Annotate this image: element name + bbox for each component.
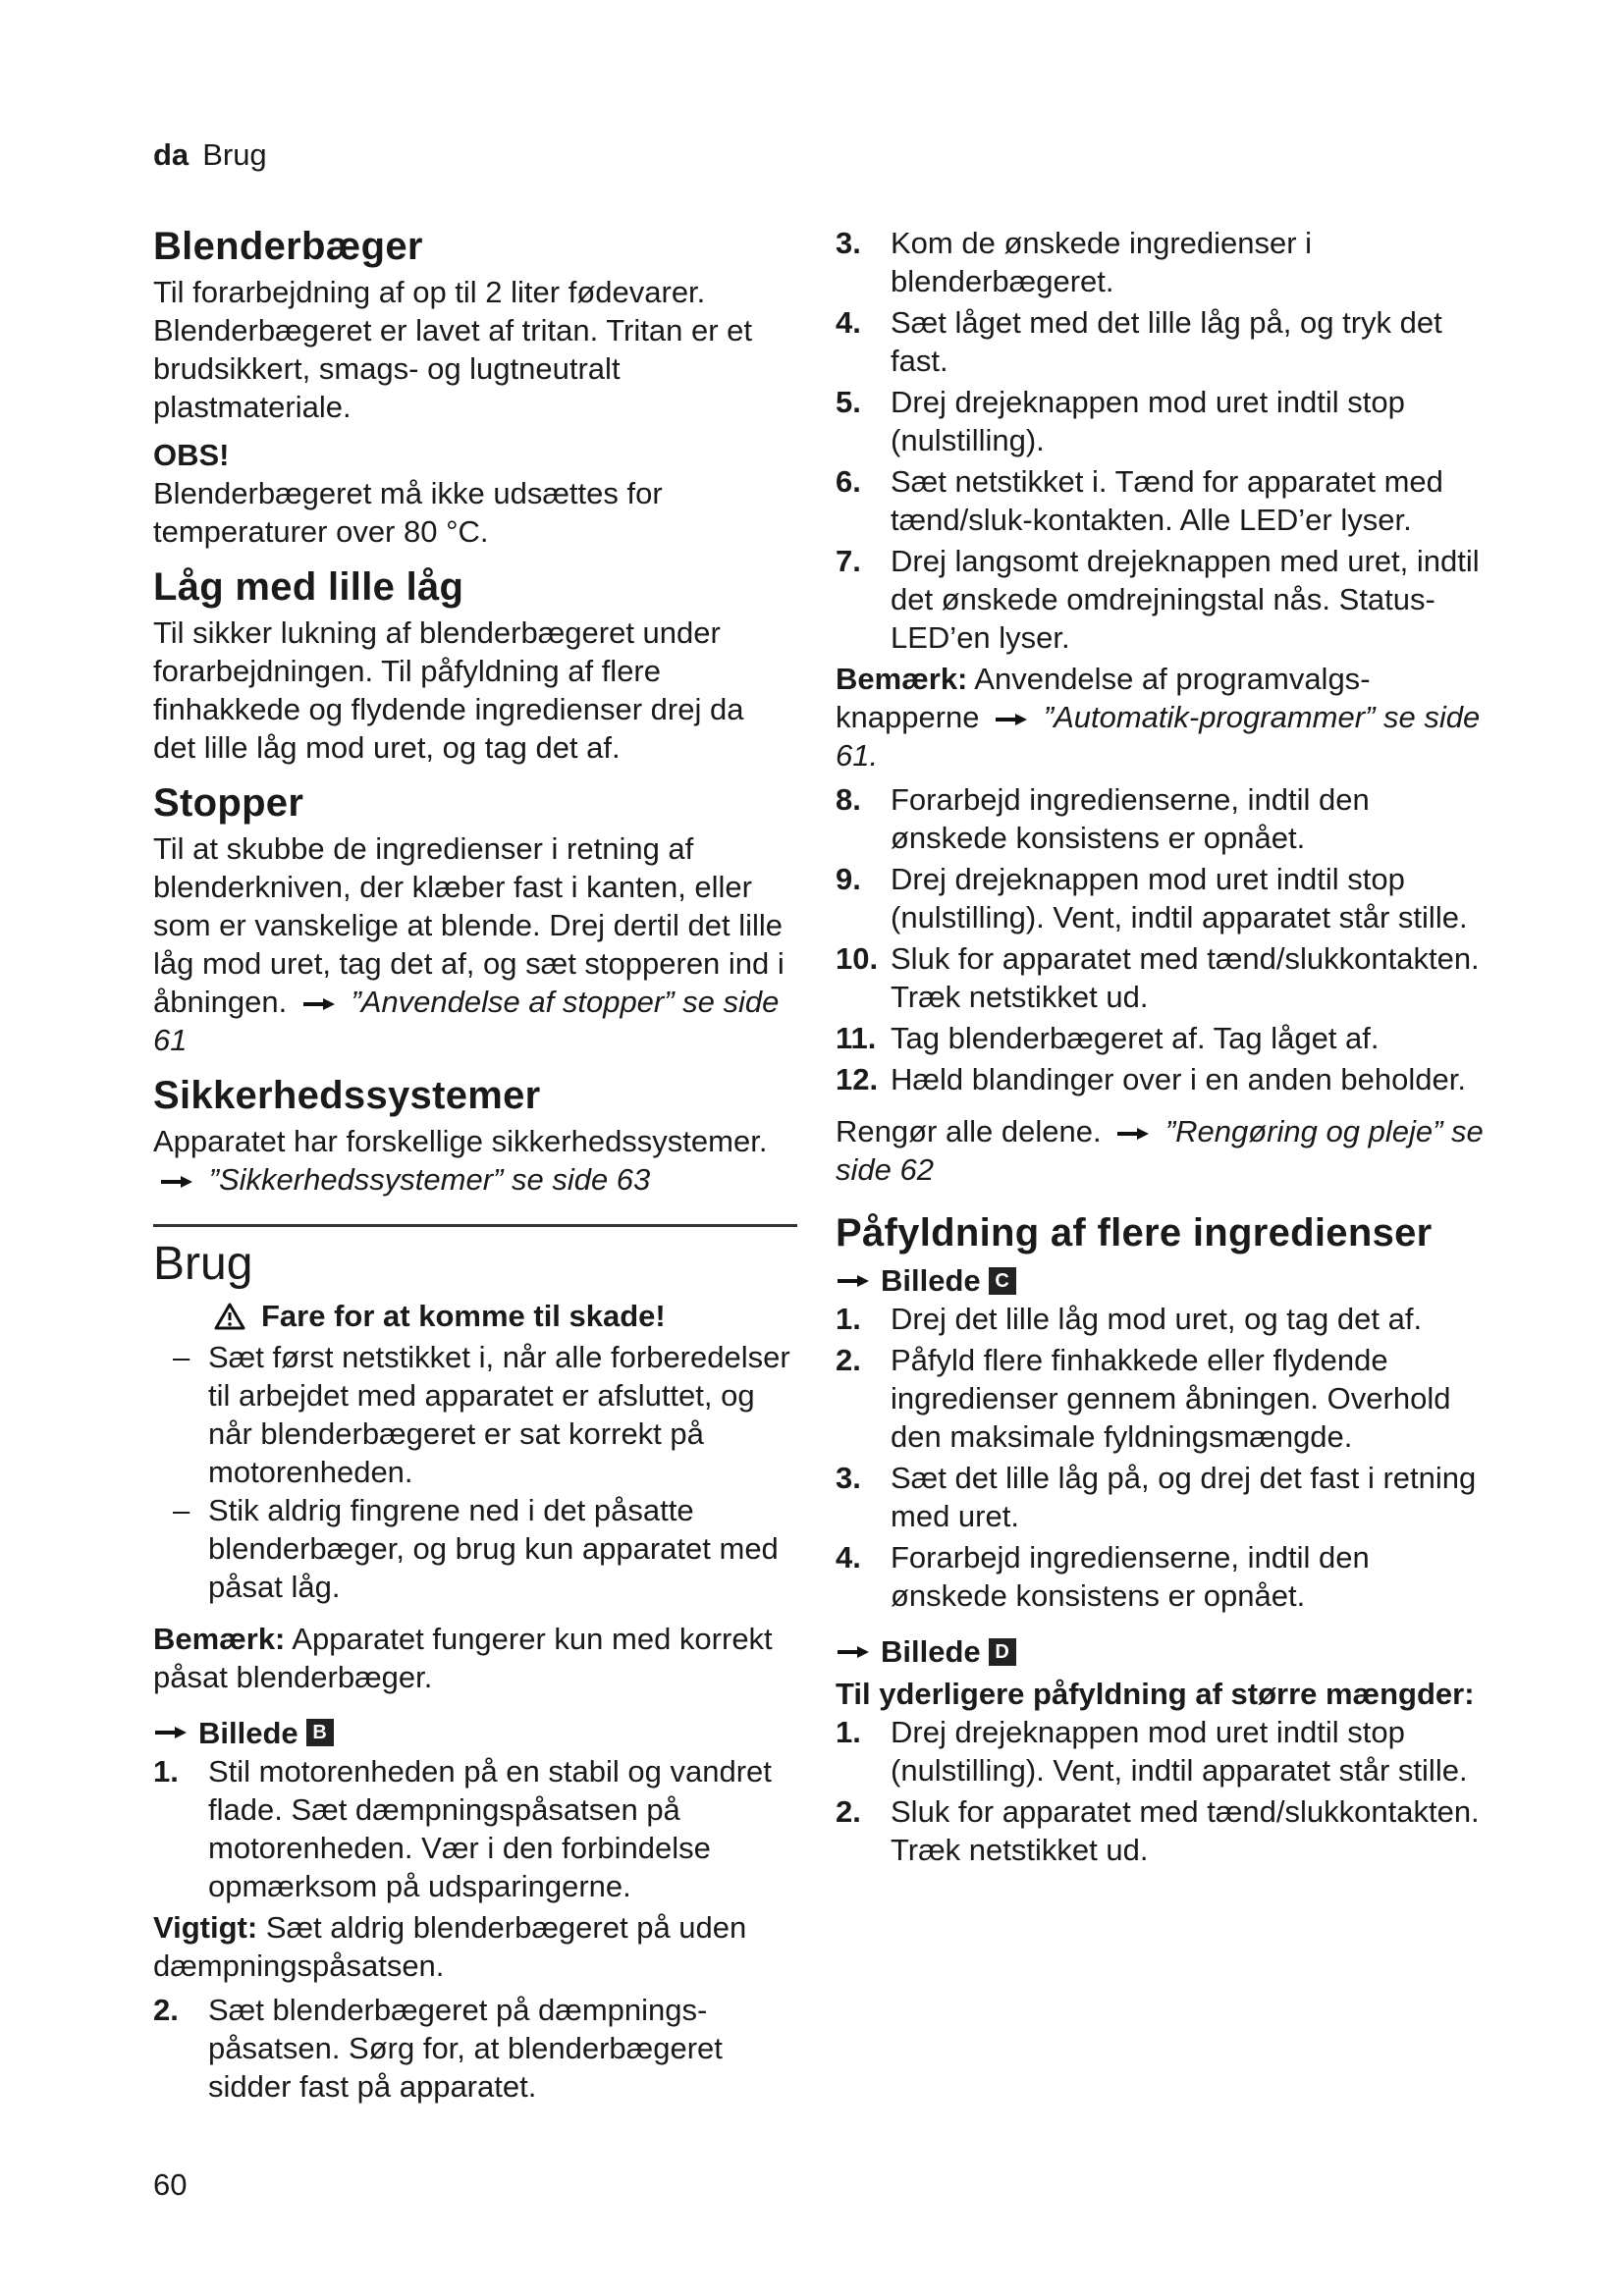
list-item: 2. Sluk for apparatet med tænd/slukkontakten. Træk netstikket ud. — [836, 1794, 1480, 1867]
important-label: Vigtigt: — [153, 1909, 258, 1945]
heading-blender: Blenderbæger — [153, 225, 423, 268]
subheading-more: Til yderligere påfyldning af større mængder: — [836, 1677, 1475, 1711]
list-item: 11. Tag blenderbægeret af. Tag låget af. — [836, 1021, 1380, 1055]
heading-fill: Påfyldning af flere ingredienser — [836, 1211, 1433, 1255]
arrow-right-icon — [836, 1273, 871, 1289]
steps-list-2 — [153, 1991, 791, 2106]
steps-list-c — [836, 1300, 1484, 1615]
blender-text: Til forarbejdning af op til 2 liter fødevarer. Blenderbægeret er lavet af tritan. Tritan er et brudsikkert, smags- og lugtneutralt plastmateriale. — [153, 275, 752, 424]
stopper-reference-link[interactable]: ”Anvendelse af stopper” se side 61 — [153, 985, 780, 1057]
warning-list — [153, 1338, 791, 1606]
list-item: 12. Hæld blandinger over i en anden beholder. — [836, 1062, 1466, 1096]
lid-text: Til sikker lukning af blenderbægeret under forarbejdningen. Til påfyldning af flere finhakkede og flydende ingredienser drej da det lille låg mod uret, og tag det af. — [153, 615, 744, 765]
arrow-right-icon — [994, 712, 1029, 727]
list-item: – Sæt først netstikket i, når alle forberedelser til arbejdet med apparatet er afsluttet, og når blenderbægeret er sat korrekt på motorenheden. — [173, 1339, 790, 1489]
arrow-right-icon — [159, 1174, 194, 1190]
heading-stopper: Stopper — [153, 781, 304, 825]
arrow-right-icon — [153, 1725, 189, 1740]
important-text: Sæt aldrig blenderbægeret på uden dæmpningspåsatsen. — [153, 1909, 747, 1983]
note-label: Bemærk: — [153, 1621, 286, 1656]
note-text: Apparatet fungerer kun med korrekt påsat blenderbæger. — [153, 1621, 773, 1694]
list-item: – Stik aldrig fingrene ned i det påsatte blenderbæger, og brug kun apparatet med påsat låg. — [173, 1492, 779, 1604]
figure-letter-badge: D — [989, 1638, 1016, 1666]
steps-list-1 — [153, 1752, 791, 1905]
heading-brug: Brug — [153, 1238, 253, 1290]
list-item: 9. Drej drejeknappen mod uret indtil stop (nulstilling). Vent, indtil apparatet står stille. — [836, 862, 1468, 934]
clean-text: Rengør alle delene. — [836, 1114, 1102, 1148]
list-item: 1. Drej det lille låg mod uret, og tag det af. — [836, 1302, 1423, 1336]
list-item: 4. Forarbejd ingredienserne, indtil den ønskede konsistens er opnået. — [836, 1540, 1370, 1613]
arrow-right-icon — [1115, 1126, 1151, 1142]
language-code: da — [153, 137, 189, 172]
heading-lid: Låg med lille låg — [153, 565, 464, 609]
left-column — [153, 224, 791, 2109]
section-divider — [153, 1224, 797, 1227]
list-item: 8. Forarbejd ingredienserne, indtil den ønskede konsistens er opnået. — [836, 782, 1370, 855]
list-item: 3. Sæt det lille låg på, og drej det fast i retning med uret. — [836, 1461, 1477, 1533]
obs-text: Blenderbægeret må ikke udsættes for temperaturer over 80 °C. — [153, 476, 663, 549]
warning-heading — [214, 1299, 791, 1334]
page-number: 60 — [153, 2167, 188, 2202]
safety-paragraph — [153, 1122, 791, 1199]
clean-paragraph — [836, 1112, 1484, 1189]
cleaning-reference-link[interactable]: ”Rengøring og pleje” se side 62 — [836, 1114, 1484, 1187]
warning-title: Fare for at komme til skade! — [261, 1298, 666, 1333]
obs-label: OBS! — [153, 438, 230, 472]
figure-reference-d — [836, 1632, 1484, 1671]
list-item: 5. Drej drejeknappen mod uret indtil stop (nulstilling). — [836, 385, 1405, 457]
right-column — [836, 224, 1484, 1872]
important-paragraph — [153, 1908, 791, 1985]
figure-reference-c — [836, 1261, 1484, 1300]
note-paragraph — [836, 660, 1484, 774]
list-item: 2. Påfyld flere finhakkede eller flydende ingredienser gennem åbningen. Overhold den maksimale fyldningsmængde. — [836, 1343, 1451, 1454]
heading-safety: Sikkerhedssystemer — [153, 1074, 541, 1117]
automatik-reference-link[interactable]: ”Automatik-programmer” se side 61. — [836, 700, 1481, 773]
note-label: Bemærk: — [836, 662, 968, 696]
steps-list-d — [836, 1713, 1484, 1869]
note-text: Anvendelse af programvalgsknapperne — [836, 662, 1371, 734]
arrow-right-icon — [301, 996, 337, 1012]
arrow-right-icon — [836, 1644, 871, 1660]
figure-reference-b — [153, 1714, 791, 1752]
header-section: Brug — [202, 137, 267, 172]
note-paragraph — [153, 1620, 791, 1696]
list-item: 1. Drej drejeknappen mod uret indtil stop (nulstilling). Vent, indtil apparatet står stille. — [836, 1715, 1468, 1788]
steps-list-a — [836, 224, 1484, 657]
list-item: 3. Kom de ønskede ingredienser i blenderbægeret. — [836, 226, 1313, 298]
list-item: 6. Sæt netstikket i. Tænd for apparatet med tænd/sluk-kontakten. Alle LED’er lyser. — [836, 464, 1443, 537]
steps-list-b — [836, 780, 1484, 1098]
figure-label: Billede — [881, 1634, 981, 1669]
stopper-text: Til at skubbe de ingredienser i retning af blenderkniven, der klæber fast i kanten, eller som er vanskelige at blende. Drej dertil det lille låg mod uret, tag det af, og sæt stopperen ind i åbningen. — [153, 831, 785, 1019]
list-item: 1. Stil motorenheden på en stabil og vandret flade. Sæt dæmpningspåsatsen på motorenheden. Vær i den forbindelse opmærksom på udsparingerne. — [153, 1753, 772, 1903]
list-item: 4. Sæt låget med det lille låg på, og tryk det fast. — [836, 305, 1442, 378]
safety-text: Apparatet har forskellige sikkerhedssystemer. — [153, 1124, 768, 1158]
list-item: 7. Drej langsomt drejeknappen med uret, indtil det ønskede omdrejningstal nås. Status-LED’en lyser. — [836, 544, 1480, 655]
figure-letter-badge: C — [989, 1267, 1016, 1295]
figure-letter-badge: B — [306, 1719, 334, 1746]
list-item: 10. Sluk for apparatet med tænd/slukkontakten. Træk netstikket ud. — [836, 941, 1480, 1014]
figure-label: Billede — [881, 1263, 981, 1298]
safety-reference-link[interactable]: ”Sikkerhedssystemer” se side 63 — [208, 1162, 651, 1197]
stopper-paragraph — [153, 829, 791, 1059]
figure-label: Billede — [198, 1715, 298, 1750]
list-item: 2. Sæt blenderbægeret på dæmpningspåsatsen. Sørg for, at blenderbægeret sidder fast på apparatet. — [153, 1992, 723, 2104]
page-header — [153, 137, 267, 173]
warning-triangle-icon — [214, 1302, 245, 1331]
